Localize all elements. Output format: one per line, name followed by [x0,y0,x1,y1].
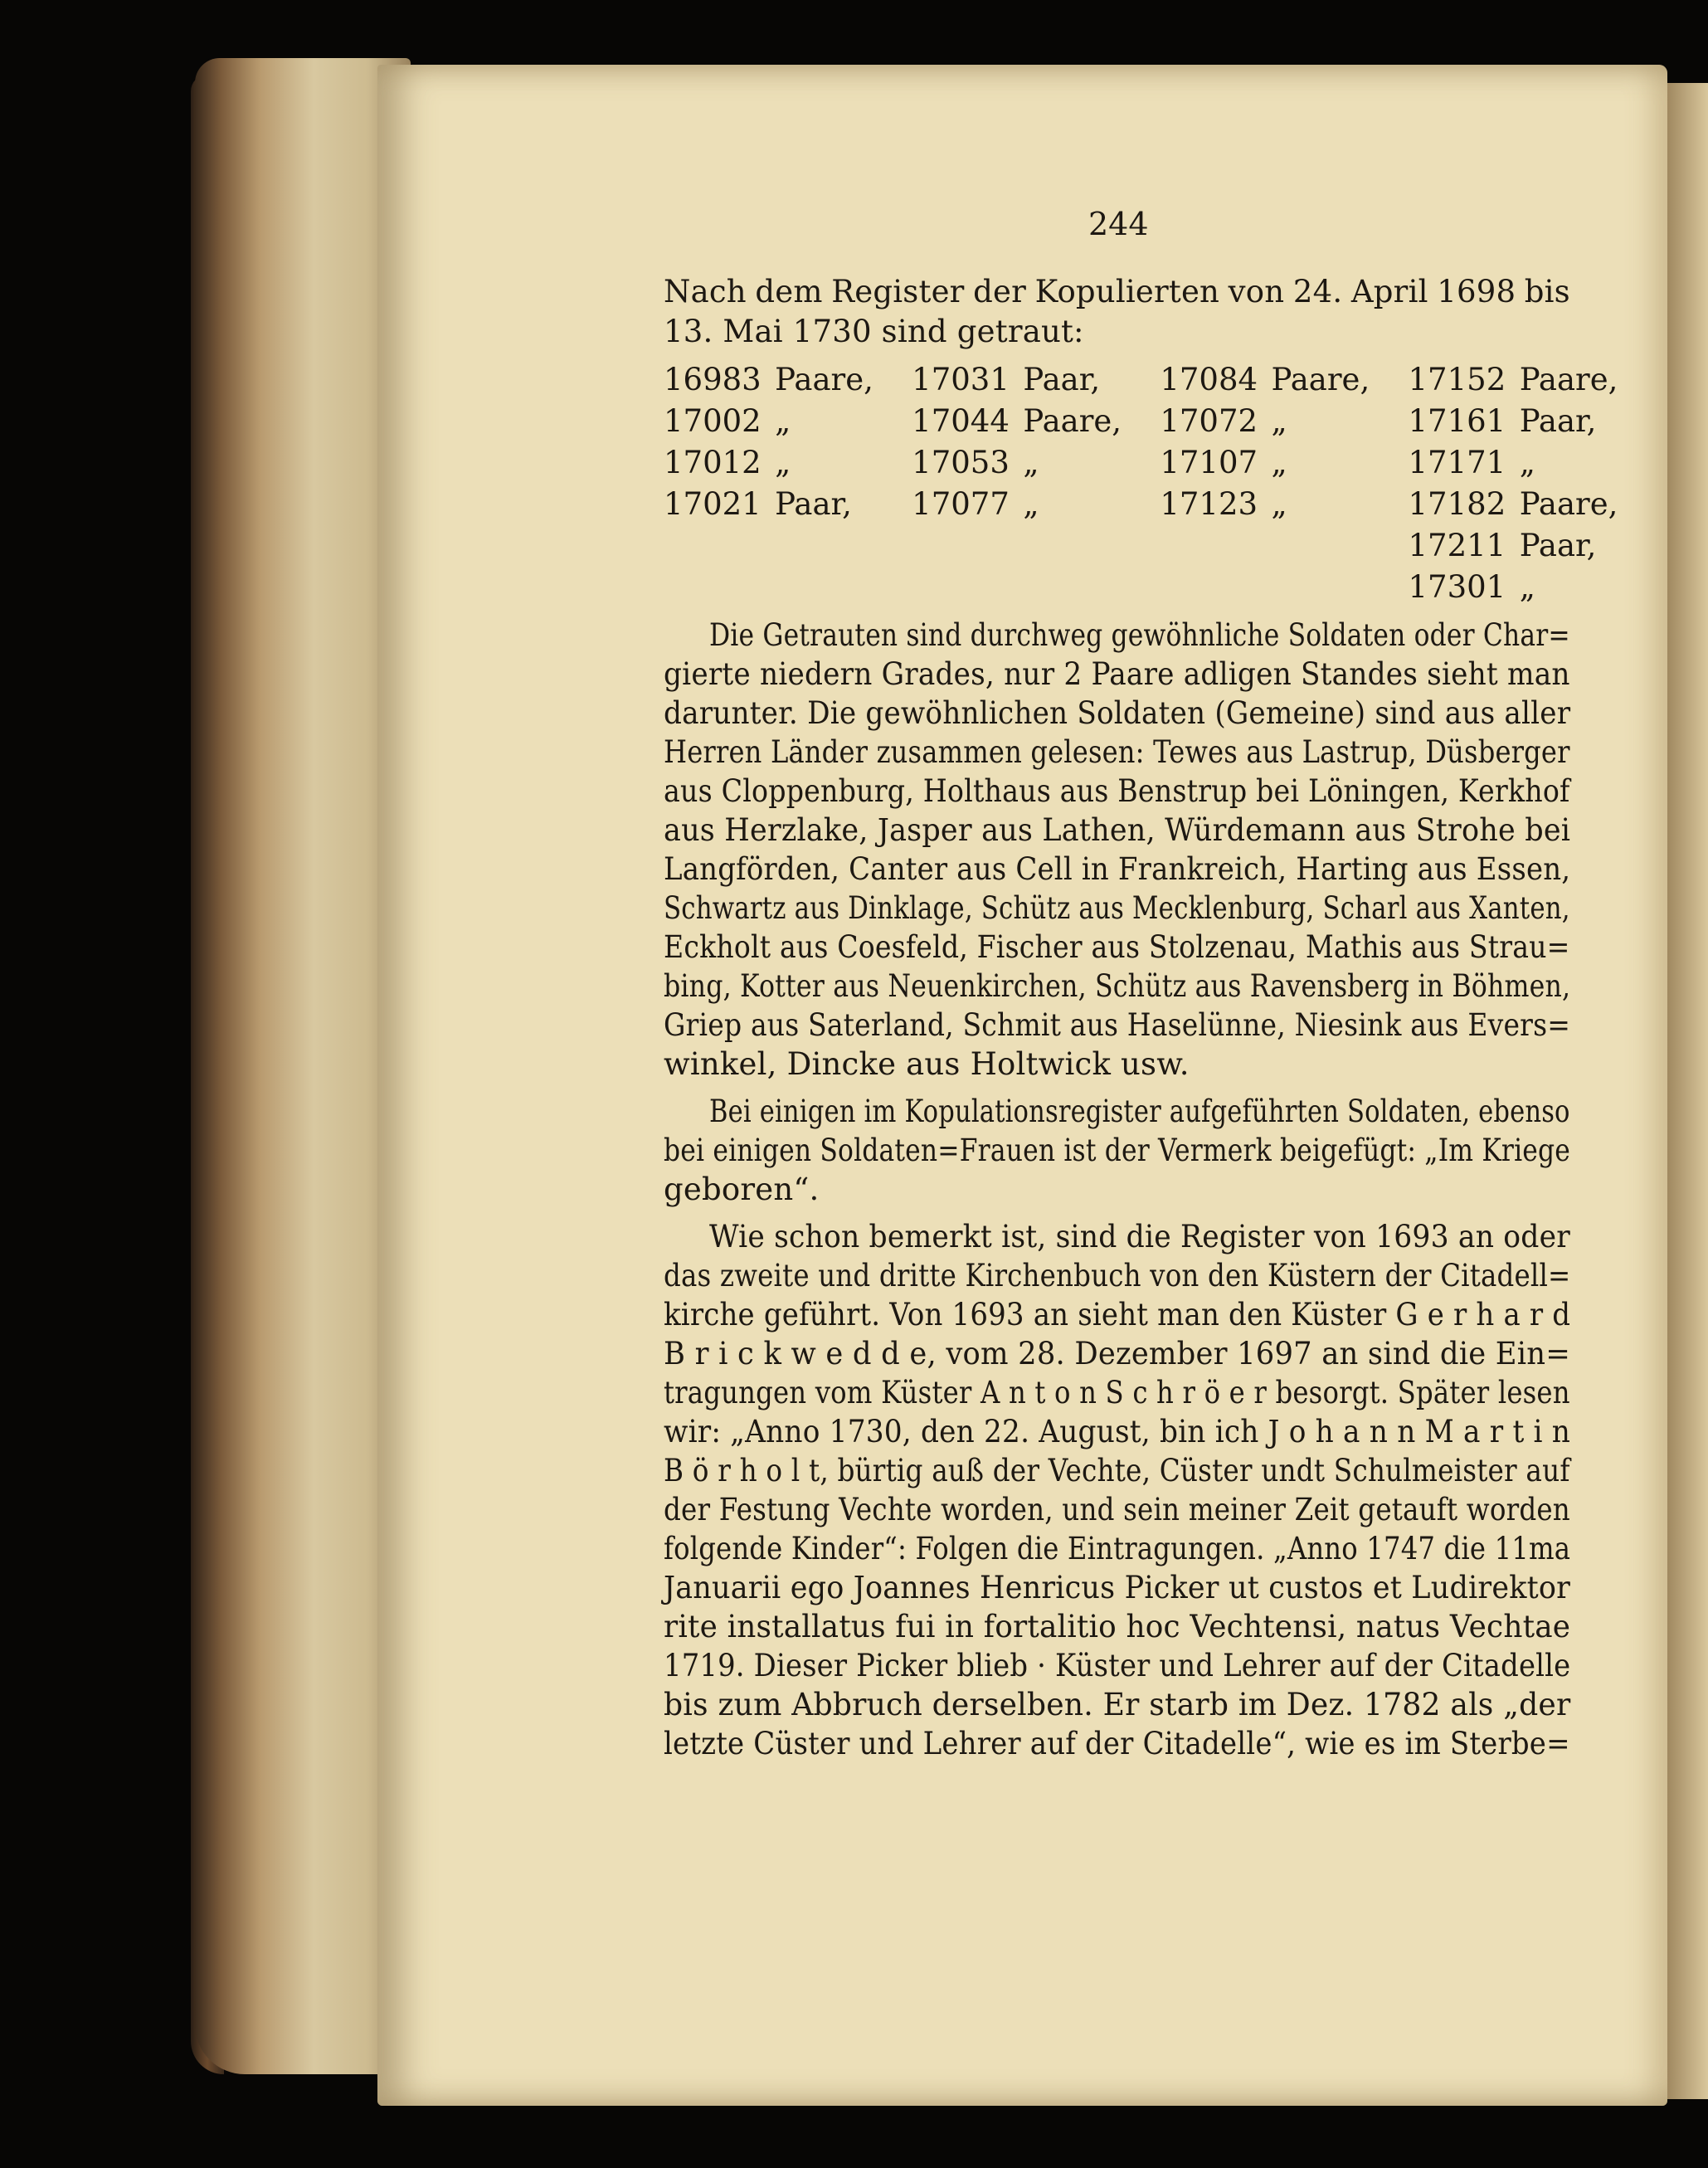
text-line: kirche geführt. Von 1693 an sieht man den Küster G e r h a r d [664,1297,1571,1332]
text-line: geboren“. [664,1172,820,1207]
text-line: Langförden, Canter aus Cell in Frankreich, Harting aus Essen, [664,851,1571,887]
text-line: Eckholt aus Coesfeld, Fischer aus Stolzenau, Mathis aus Strau= [664,929,1570,965]
text-line: letzte Cüster und Lehrer auf der Citadelle“, wie es im Sterbe= [664,1726,1570,1761]
text-line: gierte niedern Grades, nur 2 Paare adligen Standes sieht man [664,656,1570,692]
text-line: winkel, Dincke aus Holtwick usw. [664,1046,1190,1082]
text-line: der Festung Vechte worden, und sein meiner Zeit getauft worden [664,1492,1570,1527]
text-line: rite installatus fui in fortalitio hoc Vechtensi, natus Vechtae [664,1609,1571,1644]
text-line: folgende Kinder“: Folgen die Eintragungen. „Anno 1747 die 11ma [664,1531,1571,1566]
text-line: darunter. Die gewöhnlichen Soldaten (Gemeine) sind aus aller [664,695,1571,731]
text-line: Januarii ego Joannes Henricus Picker ut custos et Ludirektor [664,1570,1571,1605]
text-line: bing, Kotter aus Neuenkirchen, Schütz aus Ravensberg in Böhmen, [664,968,1571,1004]
table-row: 1702 1 Paar, 1707 7 „ 1712 3 „ 1718 2 Paare, [664,485,1618,522]
table-row: 1698 3 Paare, 1703 1 Paar, 1708 4 Paare, 1715 2 Paare, [664,361,1618,397]
text-line: Griep aus Saterland, Schmit aus Haselünne, Niesink aus Evers= [664,1007,1571,1043]
next-page-edge [1667,83,1708,2099]
table-row: 1730 1 „ [1408,568,1535,605]
table-row: 1721 1 Paar, [1408,527,1597,563]
page-number: 244 [1088,206,1149,242]
text-line: Wie schon bemerkt ist, sind die Register von 1693 an oder [709,1219,1570,1255]
intro-line-1: Nach dem Register der Kopulierten von 24. April 1698 bis [664,274,1570,309]
text-line: wir: „Anno 1730, den 22. August, bin ich J o h a n n M a r t i n [664,1414,1571,1449]
text-line: bis zum Abbruch derselben. Er starb im Dez. 1782 als „der [664,1687,1571,1722]
text-line: bei einigen Soldaten=Frauen ist der Vermerk beigefügt: „Im Kriege [664,1133,1571,1168]
text-line: B ö r h o l t, bürtig auß der Vechte, Cüster undt Schulmeister auf [664,1453,1570,1488]
table-row: 1701 2 „ 1705 3 „ 1710 7 „ 1717 1 „ [664,444,1535,480]
text-line: aus Cloppenburg, Holthaus aus Benstrup bei Löningen, Kerkhof [664,773,1570,809]
text-line: Die Getrauten sind durchweg gewöhnliche Soldaten oder Char= [709,617,1570,653]
text-line: das zweite und dritte Kirchenbuch von den Küstern der Citadell= [664,1258,1571,1293]
text-line: Schwartz aus Dinklage, Schütz aus Mecklenburg, Scharl aus Xanten, [664,890,1570,926]
marriage-count-table [664,358,1657,607]
text-line: 1719. Dieser Picker blieb · Küster und Lehrer auf der Citadelle [664,1648,1571,1683]
text-line: Herren Länder zusammen gelesen: Tewes aus Lastrup, Düsberger [664,734,1570,770]
table-row: 1700 2 „ 1704 4 Paare, 1707 2 „ 1716 1 Paar, [664,402,1597,439]
text-line: aus Herzlake, Jasper aus Lathen, Würdemann aus Strohe bei [664,812,1571,848]
text-line: tragungen vom Küster A n t o n S c h r ö e r besorgt. Später lesen [664,1375,1570,1410]
intro-line-2: 13. Mai 1730 sind getraut: [664,314,1084,349]
text-line: B r i c k w e d d e, vom 28. Dezember 1697 an sind die Ein= [664,1336,1571,1371]
text-line: Bei einigen im Kopulationsregister aufgeführten Soldaten, ebenso [709,1094,1570,1129]
